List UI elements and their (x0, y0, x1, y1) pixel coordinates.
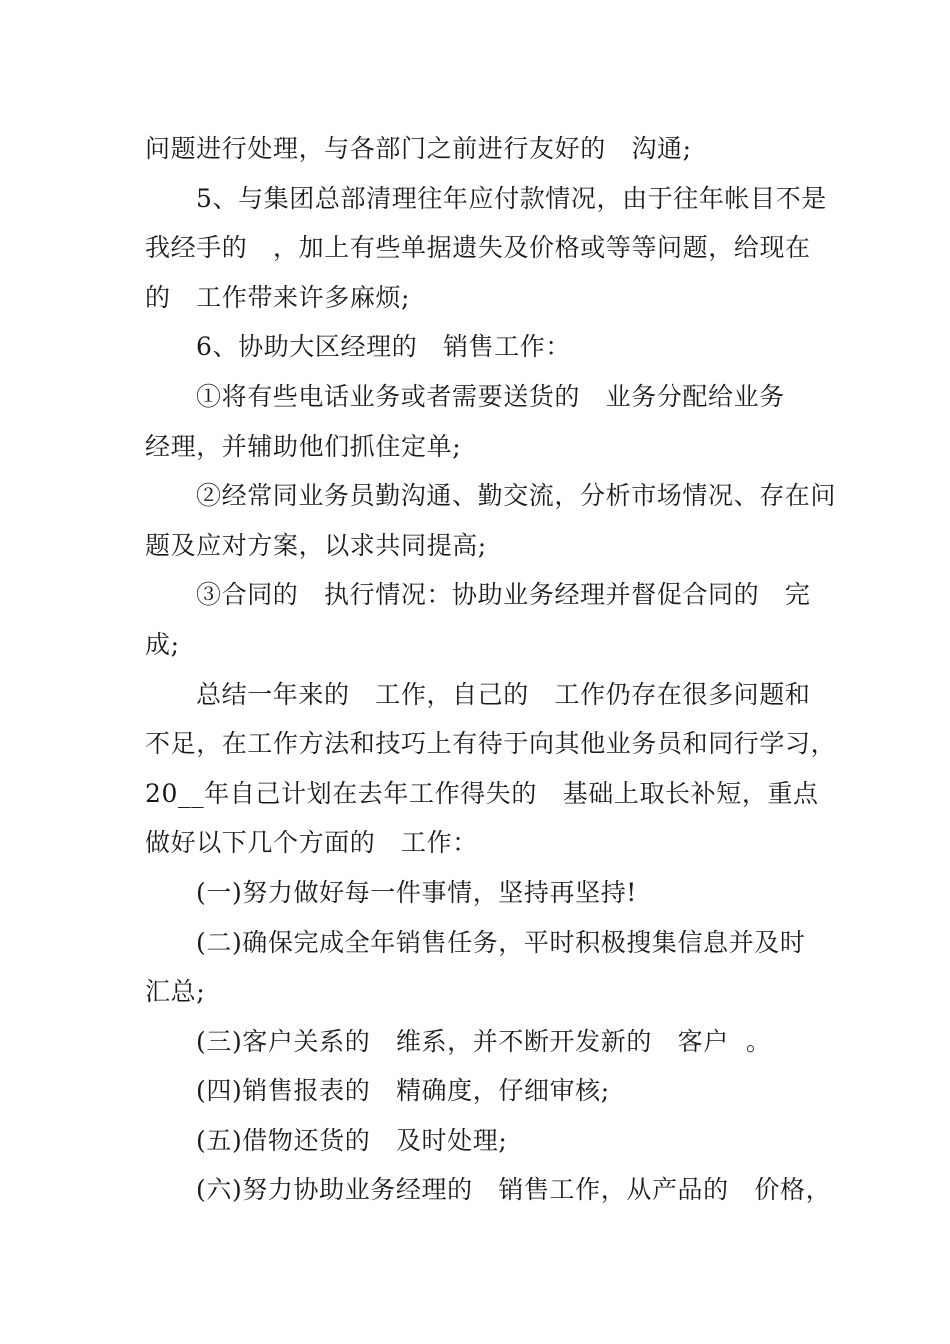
text-line: 题及应对方案，以求共同提高; (145, 530, 487, 560)
text-line: ②经常同业务员勤沟通、勤交流，分析市场情况、存在问 (196, 481, 837, 511)
text-line: 的 工作带来许多麻烦; (145, 282, 411, 312)
text-line: 问题进行处理，与各部门之前进行友好的 沟通; (145, 134, 692, 163)
text-line: 经理，并辅助他们抓住定单; (145, 431, 462, 461)
text-line: 不足，在工作方法和技巧上有待于向其他业务员和同行学习， (145, 729, 837, 759)
text-line: 汇总; (145, 977, 206, 1007)
text-line: 6、协助大区经理的 销售工作： (196, 332, 571, 362)
text-line: ③合同的 执行情况：协助业务经理并督促合同的 完 (196, 580, 811, 610)
text-line: 我经手的 ，加上有些单据遗失及价格或等等问题，给现在 (145, 233, 811, 263)
text-line: 20__年自己计划在去年工作得失的 基础上取长补短，重点 (145, 778, 819, 808)
text-line: 5、与集团总部清理往年应付款情况，由于往年帐目不是 (196, 183, 827, 213)
text-line: (二)确保完成全年销售任务，平时积极搜集信息并及时 (196, 927, 806, 957)
document-body (145, 124, 835, 1215)
text-line: (三)客户关系的 维系，并不断开发新的 客户 。 (196, 1026, 772, 1056)
text-line: (一)努力做好每一件事情，坚持再坚持! (196, 877, 637, 907)
text-line: (六)努力协助业务经理的 销售工作，从产品的 价格， (196, 1175, 832, 1205)
text-line: ①将有些电话业务或者需要送货的 业务分配给业务 (196, 381, 785, 411)
text-line: 成; (145, 629, 180, 659)
text-line: (五)借物还货的 及时处理; (196, 1125, 508, 1155)
text-line: 总结一年来的 工作，自己的 工作仍存在很多问题和 (196, 679, 811, 709)
text-line: (四)销售报表的 精确度，仔细审核; (196, 1076, 610, 1106)
text-line: 做好以下几个方面的 工作： (145, 828, 478, 858)
